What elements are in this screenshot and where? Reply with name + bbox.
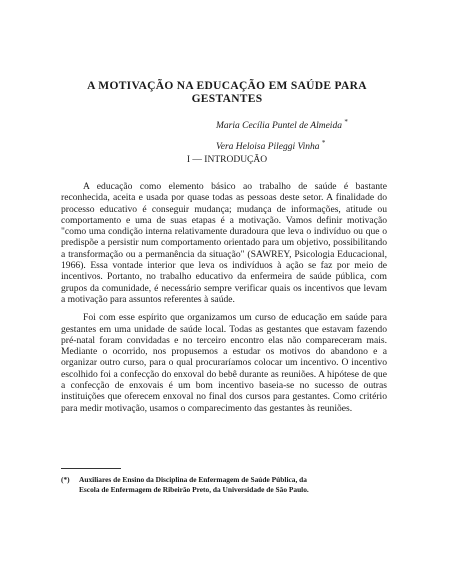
footnote-line-2: Escola de Enfermagem de Ribeirão Preto, da Universidade de São Paulo. — [79, 485, 309, 494]
author-1 — [216, 114, 416, 135]
footnote-divider — [61, 468, 121, 469]
footnote-line-1: Auxiliares de Ensino da Disciplina de Enfermagem de Saúde Pública, da — [79, 475, 307, 484]
author-footnote-mark: * — [344, 118, 348, 126]
paragraph: A educação como elemento básico ao trabalho de saúde é bastante reconhecida, aceita e usada por quase todas as pessoas deste setor. A finalidade do processo educativo é conseguir mudança; mudança de informações, atitude ou comportamento e uma de suas etapas é a motivação. Vamos definir motivação "como uma condição interna relativamente duradoura que leva o indivíduo ou que o predispõe a persistir num comportamento orientado para um objetivo, possibilitando a transformação ou a permanência da situação" (SAWREY, Psicologia Educacional, 1966). Essa vontade interior que leva os indivíduos à ação se faz por meio de incentivos. Portanto, no trabalho educativo da enfermeira de saúde pública, com grupos da comunidade, é necessário sempre verificar quais os incentivos que levam a motivação para assuntos referentes à saúde. — [61, 181, 387, 305]
title-line-1: A MOTIVAÇÃO NA EDUCAÇÃO EM SAÚDE PARA — [87, 80, 367, 92]
author-footnote-mark: * — [321, 139, 326, 148]
author-name: Vera Heloisa Pileggi Vinha — [216, 142, 320, 153]
paragraph: Foi com esse espírito que organizamos um curso de educação em saúde para gestantes em uma unidade de saúde local. Todas as gestantes que estavam fazendo pré-natal foram convidadas e no terceiro encontro elas não compareceram mais. Mediante o ocorrido, nos propusemos a estudar os motivos do abandono e a organizar outro curso, para o qual procuraríamos colocar um incentivo. O incentivo escolhido foi a confecção do enxoval do bebê durante as reuniões. A hipótese de que a confecção de enxovais é um bom incentivo baseia-se no sucesso de outras instituições que oferecem enxoval no final dos cursos para gestantes. Como critério para medir motivação, usamos o comparecimento das gestantes às reuniões. — [61, 312, 387, 414]
footnote-mark: (*) — [61, 475, 70, 484]
title-line-2: GESTANTES — [191, 93, 263, 105]
author-2 — [216, 135, 416, 156]
author-name: Maria Cecília Puntel de Almeida — [216, 121, 342, 132]
body-text — [61, 181, 387, 421]
section-heading: I — INTRODUÇÃO — [186, 155, 268, 165]
article-title — [40, 80, 414, 106]
footnote — [61, 475, 387, 495]
author-list — [216, 114, 416, 156]
